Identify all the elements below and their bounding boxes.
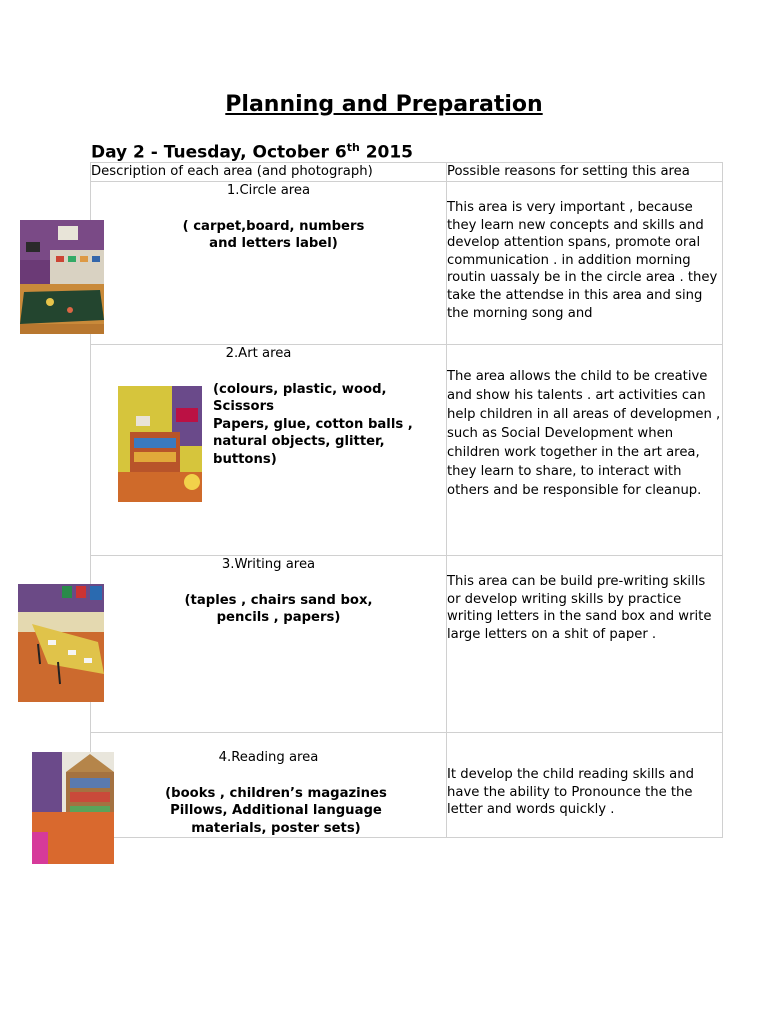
materials-line: natural objects, glitter, — [213, 434, 385, 450]
page-title: Planning and Preparation — [225, 92, 543, 117]
table-header-row — [91, 163, 723, 182]
area-reason — [447, 182, 723, 345]
area-name: 3.Writing area — [221, 557, 316, 572]
day-heading-year: 2015 — [359, 142, 414, 163]
area-reason-text: This area can be build pre-writing skills or develop writing skills by practice writing letters in the sand box and write large letters on a shit of paper . — [447, 574, 712, 642]
area-name: 1.Circle area — [226, 183, 311, 198]
area-reason — [447, 345, 723, 556]
materials-line: Scissors — [213, 399, 274, 415]
day-heading-ordinal: th — [346, 141, 360, 154]
header-description: Description of each area (and photograph) — [91, 163, 447, 182]
art-shelf-photo — [118, 386, 202, 502]
header-reasons: Possible reasons for setting this area — [447, 163, 723, 182]
area-materials: ( carpet,board, numbers and letters label) — [182, 218, 365, 252]
table-row — [91, 182, 723, 345]
table-row — [91, 556, 723, 733]
area-name: 4.Reading area — [218, 750, 319, 765]
day-heading — [91, 141, 413, 163]
area-materials: (books , children’s magazines Pillows, Additional language materials, poster sets) — [165, 785, 387, 836]
area-description — [91, 556, 447, 733]
day-heading-prefix: Day 2 - Tuesday, October 6 — [91, 142, 347, 163]
materials-line: (colours, plastic, wood, — [213, 381, 387, 397]
materials-line: Papers, glue, cotton balls , — [213, 416, 413, 432]
area-reason-text: This area is very important , because they learn new concepts and skills and develop attention spans, promote oral communication . in addition morning routin uassaly be in the circle area . they take the attendse in this area and sing the morning song and — [447, 200, 718, 321]
writing-tables-photo — [18, 584, 104, 702]
area-description — [91, 733, 447, 838]
table-row — [91, 733, 723, 838]
classroom-carpet-photo — [20, 220, 104, 334]
area-materials: (taples , chairs sand box, pencils , papers) — [184, 592, 373, 626]
book-shelf-photo — [32, 752, 114, 864]
area-description — [91, 182, 447, 345]
area-reason — [447, 556, 723, 733]
area-reason-text: The area allows the child to be creative and show his talents . art activities can help children in all areas of developmen , such as Social Development when children work together in the art area, they learn to share, to interact with others and be responsible for cleanup. — [447, 369, 721, 498]
area-reason-text: It develop the child reading skills and have the ability to Pronounce the the letter and words quickly . — [447, 767, 694, 818]
materials-line: buttons) — [213, 451, 277, 467]
area-name: 2.Art area — [225, 346, 292, 361]
area-reason — [447, 733, 723, 838]
